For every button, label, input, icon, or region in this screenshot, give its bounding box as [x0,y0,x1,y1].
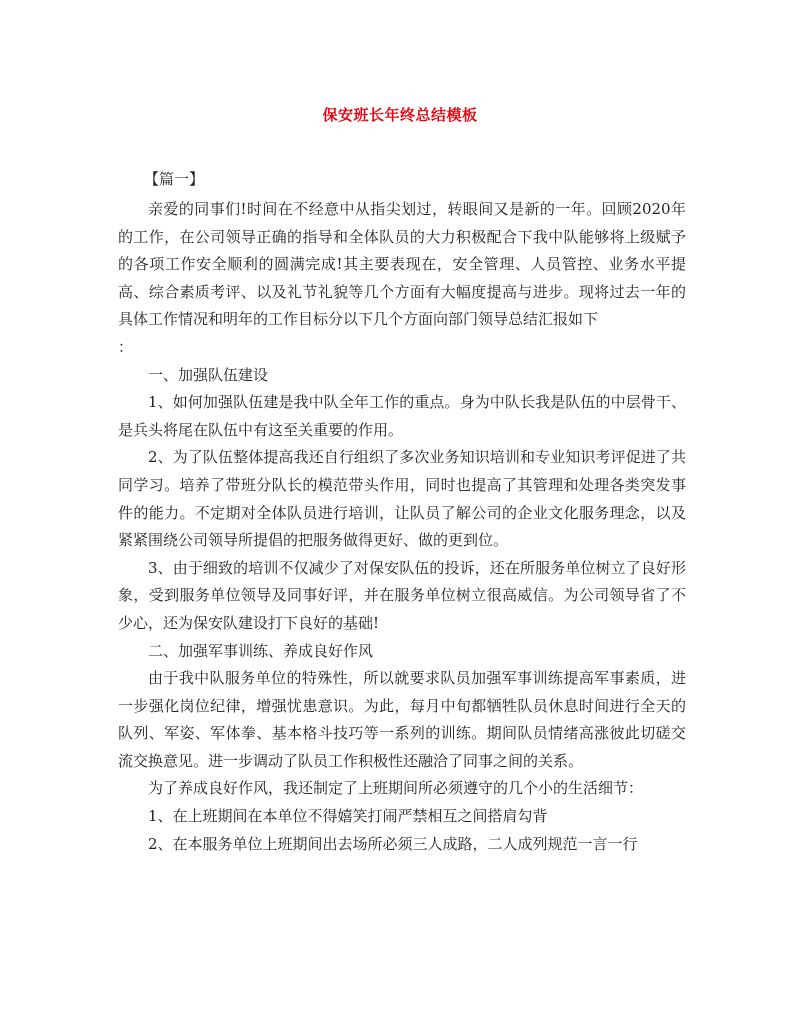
paragraph-item-3: 3、由于细致的培训不仅减少了对保安队伍的投诉，还在所服务单位树立了良好形象，受到服务单位领导及同事好评，并在服务单位树立很高威信。为公司领导省了不少心，还为保安队建设打下良好的基础! [118,558,686,632]
heading-military-training: 二、加强军事训练、养成良好作风 [148,641,374,660]
intro-paragraph: 亲爱的同事们!时间在不经意中从指尖划过，转眼间又是新的一年。回顾2020年的工作，在公司领导正确的指导和全体队员的大力积极配合下我中队能够将上级赋予的各项工作安全顺利的圆满完成!其主要表现在，安全管理、人员管控、业务水平提高、综合素质考评、以及礼节礼貌等几个方面有大幅度提高与进步。现将过去一年的具体工作情况和明年的工作目标分以下几个方面向部门领导总结汇报如下 [118,200,686,329]
paragraph-item-1: 1、如何加强队伍建是我中队全年工作的重点。身为中队长我是队伍的中层骨干、是兵头将尾在队伍中有这至关重要的作用。 [118,393,686,439]
document-body [118,196,686,858]
paragraph-item-2: 2、为了队伍整体提高我还自行组织了多次业务知识培训和专业知识考评促进了共同学习。培养了带班分队长的模范带头作用，同时也提高了其管理和处理各类突发事件的能力。不定期对全体队员进行培训，让队员了解公司的企业文化服务理念，以及紧紧围绕公司领导所提倡的把服务做得更好、做的更到位。 [118,448,686,550]
rule-item-1: 1、在上班期间在本单位不得嬉笑打闹严禁相互之间搭肩勾背 [148,807,548,826]
paragraph-habits: 为了养成良好作风，我还制定了上班期间所必须遵守的几个小的生活细节： [148,779,644,798]
rule-item-2: 2、在本服务单位上班期间出去场所必须三人成路，二人成列规范一言一行 [148,834,638,853]
document-title: 保安班长年终总结模板 [322,106,478,124]
colon-line: ： [118,337,134,356]
paragraph-training: 由于我中队服务单位的特殊性，所以就要求队员加强军事训练提高军事素质，进一步强化岗位纪律，增强忧患意识。为此，每月中旬都牺牲队员休息时间进行全天的队列、军姿、军体拳、基本格斗技巧等一系列的训练。期间队员情绪高涨彼此切磋交流交换意见。进一步调动了队员工作积极性还融洽了同事之间的关系。 [118,669,686,770]
heading-team-building: 一、加强队伍建设 [148,365,269,384]
section-label: 【篇一】 [144,170,205,188]
